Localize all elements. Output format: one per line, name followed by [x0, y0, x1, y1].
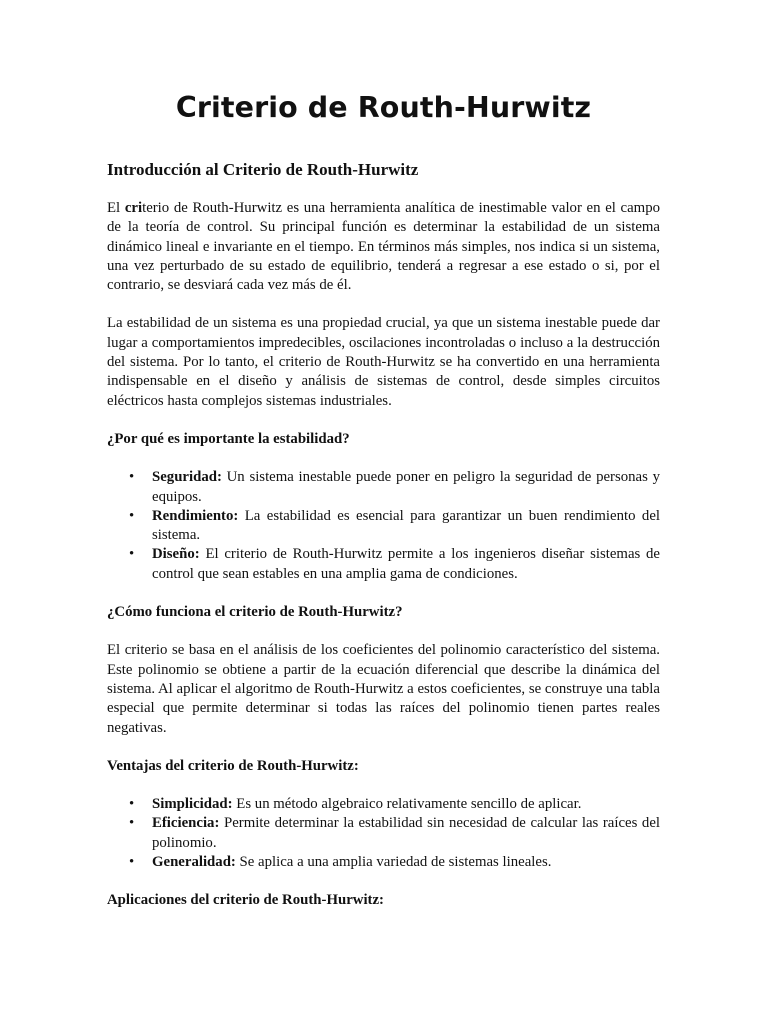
bullet-icon: •: [129, 469, 135, 486]
list-item-text: Permite determinar la estabilidad sin necesidad de calcular las raíces del polinomio.: [152, 815, 660, 851]
list-item: [129, 507, 660, 546]
importance-heading: ¿Por qué es importante la estabilidad?: [107, 430, 350, 447]
list-item-term: Rendimiento:: [152, 507, 239, 524]
list-item-term: Eficiencia:: [152, 815, 220, 832]
applications-heading: Aplicaciones del criterio de Routh-Hurwitz:: [107, 892, 384, 909]
intro-p1-bold: cri: [124, 200, 143, 216]
list-item-text: Un sistema inestable puede poner en peligro la seguridad de personas y equipos.: [152, 469, 660, 505]
list-item-text: La estabilidad es esencial para garantizar un buen rendimiento del sistema.: [152, 507, 660, 544]
list-item: [129, 545, 660, 584]
page-title: Criterio de Routh-Hurwitz: [175, 91, 592, 124]
bullet-icon: •: [129, 796, 135, 813]
list-item-term: Generalidad:: [152, 854, 236, 871]
list-item: [129, 468, 660, 507]
list-item-text: Es un método algebraico relativamente sencillo de aplicar.: [232, 796, 582, 813]
document-page: [107, 88, 660, 930]
list-item: [129, 814, 660, 853]
intro-subtitle: Introducción al Criterio de Routh-Hurwitz: [107, 160, 419, 179]
how-heading: ¿Cómo funciona el criterio de Routh-Hurwitz?: [107, 604, 403, 621]
bullet-icon: •: [129, 507, 135, 524]
list-item-text: El criterio de Routh-Hurwitz permite a los ingenieros diseñar sistemas de control que sean estables en una amplia gama de condiciones.: [152, 546, 660, 582]
bullet-icon: •: [129, 815, 135, 832]
list-item-term: Seguridad:: [152, 469, 222, 486]
intro-paragraph-1: [107, 199, 660, 295]
bullet-icon: •: [129, 546, 135, 563]
intro-paragraph-2: La estabilidad de un sistema es una propiedad crucial, ya que un sistema inestable puede dar lugar a comportamientos impredecibles, oscilaciones incontroladas o incluso a la destrucción del sistema. Por lo tanto, el criterio de Routh-Hurwitz se ha convertido en una herramienta indispensable en el diseño y análisis de sistemas de control, desde simples circuitos eléctricos hasta complejos sistemas industriales.: [107, 315, 660, 409]
advantages-list: [107, 795, 660, 872]
bullet-icon: •: [129, 854, 135, 871]
list-item-text: Se aplica a una amplia variedad de sistemas lineales.: [235, 854, 552, 871]
list-item-term: Diseño:: [152, 546, 200, 563]
importance-list: [107, 468, 660, 584]
intro-p1-rest: terio de Routh-Hurwitz es una herramienta analítica de inestimable valor en el campo de la teoría de control. Su principal función es determinar la estabilidad de un sistema dinámico lineal e invariante en el tiempo. En términos más simples, nos indica si un sistema, una vez perturbado de su estado de equilibrio, tenderá a regresar a ese estado o si, por el contrario, se desviará cada vez más de él.: [107, 200, 660, 294]
intro-p1-pre: El: [107, 200, 125, 216]
list-item: [129, 853, 660, 872]
advantages-heading: Ventajas del criterio de Routh-Hurwitz:: [107, 757, 359, 774]
how-paragraph: El criterio se basa en el análisis de los coeficientes del polinomio característico del sistema. Este polinomio se obtiene a partir de la ecuación diferencial que describe la dinámica del sistema. Al aplicar el algoritmo de Routh-Hurwitz a estos coeficientes, se construye una tabla especial que permite determinar si todas las raíces del polinomio tienen partes reales negativas.: [107, 642, 660, 736]
list-item: [129, 795, 660, 814]
list-item-term: Simplicidad:: [152, 796, 233, 813]
